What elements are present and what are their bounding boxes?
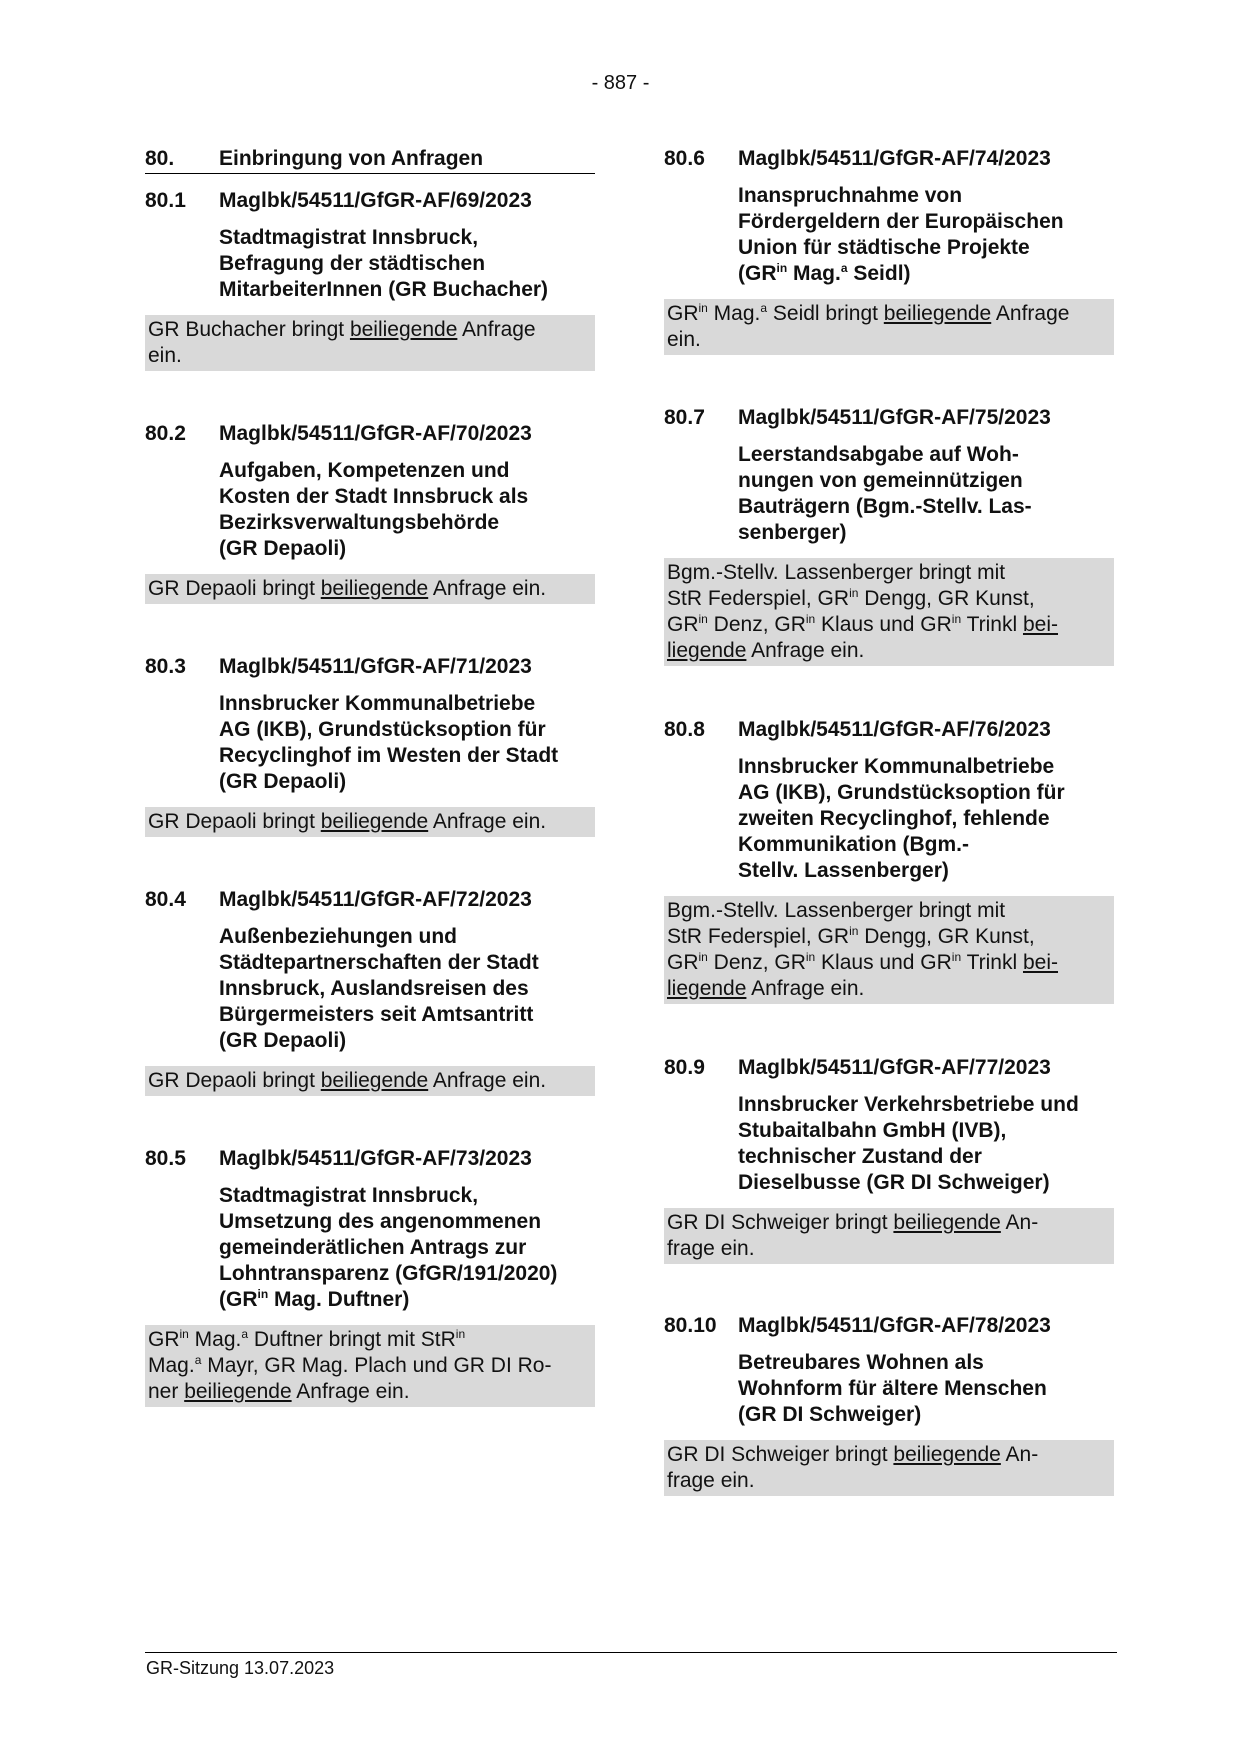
item-statement	[664, 299, 1114, 355]
agenda-item	[145, 887, 595, 1096]
attachment-link: bei-	[1022, 951, 1059, 974]
item-title	[219, 691, 595, 795]
superscript: in	[179, 1327, 189, 1341]
superscript: in	[849, 586, 859, 600]
item-number: 80.10	[664, 1314, 717, 1337]
item-statement-line: GR DI Schweiger bringt beiliegende An-	[667, 1443, 1039, 1466]
superscript: a	[760, 301, 768, 315]
item-statement	[145, 315, 595, 371]
item-header	[664, 405, 1114, 431]
item-title-line: Wohnform für ältere Menschen	[738, 1377, 1047, 1400]
item-title	[738, 183, 1114, 287]
item-statement	[145, 1325, 595, 1407]
attachment-link: beiliegende	[893, 1443, 1001, 1466]
item-title-line: Inanspruchnahme von	[738, 184, 963, 207]
item-header	[664, 717, 1114, 743]
item-title-line: Union für städtische Projekte	[738, 236, 1030, 259]
superscript: in	[849, 924, 859, 938]
item-title-line: Innsbrucker Kommunalbetriebe	[219, 692, 536, 715]
item-number: 80.4	[145, 888, 186, 911]
item-title-line: (GR Depaoli)	[219, 537, 347, 560]
footer-rule	[145, 1652, 1117, 1653]
superscript: in	[698, 950, 708, 964]
item-title-line: Städtepartnerschaften der Stadt	[219, 951, 539, 974]
agenda-item	[145, 421, 595, 604]
superscript: in	[805, 612, 816, 626]
item-title-line: nungen von gemeinnützigen	[738, 469, 1023, 492]
item-title-line: Kommunikation (Bgm.-	[738, 833, 969, 856]
item-title-line: Aufgaben, Kompetenzen und	[219, 459, 510, 482]
item-title-line: AG (IKB), Grundstücksoption für	[219, 718, 546, 741]
item-statement-line: StR Federspiel, $GR^{in}$ Dengg, GR Kunst,	[667, 924, 1035, 948]
attachment-link: beiliegende	[893, 1211, 1001, 1234]
attachment-link: beiliegende	[883, 302, 992, 325]
item-title-line: technischer Zustand der	[738, 1145, 982, 1168]
item-header	[664, 1313, 1114, 1339]
item-title-line: zweiten Recyclinghof, fehlende	[738, 807, 1050, 830]
item-title-line: MitarbeiterInnen (GR Buchacher)	[219, 278, 549, 301]
item-statement-line: GR Buchacher bringt beiliegende Anfrage	[148, 318, 536, 341]
item-title-line: Außenbeziehungen und	[219, 925, 457, 948]
item-reference: Maglbk/54511/GfGR-AF/75/2023	[738, 406, 1051, 429]
item-statement-line: ein.	[148, 344, 182, 367]
item-title-line: (GR DI Schweiger)	[738, 1403, 922, 1426]
agenda-item	[664, 717, 1114, 1004]
item-statement	[664, 896, 1114, 1004]
item-statement-line: ein.	[667, 328, 701, 351]
section-heading	[145, 146, 595, 174]
superscript: in	[776, 261, 788, 275]
item-header	[664, 1055, 1114, 1081]
item-reference: Maglbk/54511/GfGR-AF/77/2023	[738, 1056, 1051, 1079]
item-number: 80.1	[145, 189, 186, 212]
superscript: in	[455, 1327, 466, 1341]
superscript: a	[194, 1353, 202, 1367]
item-title-line: Lohntransparenz (GfGR/191/2020)	[219, 1262, 558, 1285]
item-title-line: (GR Depaoli)	[219, 1029, 347, 1052]
section-number: 80.	[145, 147, 175, 170]
item-header	[145, 1146, 595, 1172]
item-title-line: Recyclinghof im Westen der Stadt	[219, 744, 559, 767]
item-title-line: ($GR^{in}$ Mag. Duftner)	[219, 1287, 410, 1311]
item-title	[219, 924, 595, 1054]
item-title-line: Innsbruck, Auslandsreisen des	[219, 977, 529, 1000]
item-statement-line: Bgm.-Stellv. Lassenberger bringt mit	[667, 561, 1006, 584]
item-title-line: Umsetzung des angenommenen	[219, 1210, 542, 1233]
item-title-line: Fördergeldern der Europäischen	[738, 210, 1064, 233]
attachment-link: beiliegende	[320, 1069, 429, 1092]
item-title-line: (GR Depaoli)	[219, 770, 347, 793]
item-statement-line: Bgm.-Stellv. Lassenberger bringt mit	[667, 899, 1006, 922]
item-reference: Maglbk/54511/GfGR-AF/78/2023	[738, 1314, 1051, 1337]
superscript: in	[698, 612, 708, 626]
agenda-item	[145, 1146, 595, 1407]
attachment-link: liegende	[667, 977, 747, 1000]
item-statement-line: $GR^{in}$ Mag.$^a$ Seidl bringt beiliegende Anfrage	[667, 301, 1070, 325]
item-reference: Maglbk/54511/GfGR-AF/74/2023	[738, 147, 1051, 170]
item-statement-line: frage ein.	[667, 1469, 755, 1492]
item-title-line: Stadtmagistrat Innsbruck,	[219, 226, 479, 249]
item-statement	[145, 574, 595, 604]
item-number: 80.9	[664, 1056, 705, 1079]
item-number: 80.3	[145, 655, 186, 678]
item-number: 80.7	[664, 406, 705, 429]
item-title	[738, 442, 1114, 546]
agenda-item	[664, 1055, 1114, 1264]
item-statement-line: $GR^{in}$ Mag.$^a$ Duftner bringt mit StR$^{in}$	[148, 1327, 466, 1351]
superscript: a	[840, 261, 848, 275]
item-reference: Maglbk/54511/GfGR-AF/72/2023	[219, 888, 532, 911]
item-header	[664, 146, 1114, 172]
item-title-line: senberger)	[738, 521, 847, 544]
superscript: in	[805, 950, 816, 964]
attachment-link: liegende	[667, 639, 747, 662]
item-statement-line: $GR^{in}$ Denz, $GR^{in}$ Klaus und $GR^{in}$ Trinkl bei-	[667, 612, 1059, 636]
item-title	[738, 1350, 1114, 1428]
item-header	[145, 887, 595, 913]
item-statement	[145, 807, 595, 837]
item-statement-line: frage ein.	[667, 1237, 755, 1260]
item-statement-line: StR Federspiel, $GR^{in}$ Dengg, GR Kunst,	[667, 586, 1035, 610]
item-statement	[664, 558, 1114, 666]
item-statement-line: GR Depaoli bringt beiliegende Anfrage ein.	[148, 810, 547, 833]
item-title	[738, 1092, 1114, 1196]
item-statement-line: GR Depaoli bringt beiliegende Anfrage ein.	[148, 577, 547, 600]
item-statement	[664, 1440, 1114, 1496]
superscript: in	[698, 301, 708, 315]
item-title-line: Kosten der Stadt Innsbruck als	[219, 485, 529, 508]
item-header	[145, 421, 595, 447]
item-statement-line: GR DI Schweiger bringt beiliegende An-	[667, 1211, 1039, 1234]
item-title-line: gemeinderätlichen Antrags zur	[219, 1236, 527, 1259]
item-title-line: Dieselbusse (GR DI Schweiger)	[738, 1171, 1050, 1194]
section-title: Einbringung von Anfragen	[219, 147, 484, 170]
item-reference: Maglbk/54511/GfGR-AF/70/2023	[219, 422, 532, 445]
superscript: in	[257, 1287, 269, 1301]
item-title-line: Stubaitalbahn GmbH (IVB),	[738, 1119, 1007, 1142]
item-title-line: Stellv. Lassenberger)	[738, 859, 949, 882]
item-statement-line: $GR^{in}$ Denz, $GR^{in}$ Klaus und $GR^{in}$ Trinkl bei-	[667, 950, 1059, 974]
item-statement-line: Mag.$^a$ Mayr, GR Mag. Plach und GR DI Ro-	[148, 1353, 552, 1377]
item-number: 80.2	[145, 422, 186, 445]
attachment-link: beiliegende	[184, 1380, 292, 1403]
superscript: in	[951, 612, 962, 626]
item-number: 80.8	[664, 718, 705, 741]
item-number: 80.6	[664, 147, 705, 170]
attachment-link: beiliegende	[349, 318, 458, 341]
item-reference: Maglbk/54511/GfGR-AF/71/2023	[219, 655, 532, 678]
item-title-line: ($GR^{in}$ Mag.$^a$ Seidl)	[738, 261, 911, 285]
item-statement-line: liegende Anfrage ein.	[667, 639, 865, 662]
item-statement-line: GR Depaoli bringt beiliegende Anfrage ein.	[148, 1069, 547, 1092]
item-title-line: AG (IKB), Grundstücksoption für	[738, 781, 1065, 804]
item-title-line: Innsbrucker Kommunalbetriebe	[738, 755, 1055, 778]
attachment-link: beiliegende	[320, 577, 429, 600]
item-number: 80.5	[145, 1147, 186, 1170]
item-title-line: Bezirksverwaltungsbehörde	[219, 511, 500, 534]
agenda-item	[664, 405, 1114, 666]
item-header	[145, 188, 595, 214]
item-title-line: Stadtmagistrat Innsbruck,	[219, 1184, 479, 1207]
item-statement	[145, 1066, 595, 1096]
item-title-line: Befragung der städtischen	[219, 252, 486, 275]
item-statement-line: liegende Anfrage ein.	[667, 977, 865, 1000]
page-number: - 887 -	[591, 72, 650, 94]
item-reference: Maglbk/54511/GfGR-AF/69/2023	[219, 189, 532, 212]
item-header	[145, 654, 595, 680]
item-statement	[664, 1208, 1114, 1264]
item-title	[738, 754, 1114, 884]
agenda-item	[664, 1313, 1114, 1496]
item-reference: Maglbk/54511/GfGR-AF/73/2023	[219, 1147, 532, 1170]
attachment-link: beiliegende	[320, 810, 429, 833]
footer-text: GR-Sitzung 13.07.2023	[146, 1658, 335, 1678]
superscript: in	[951, 950, 962, 964]
item-title-line: Innsbrucker Verkehrsbetriebe und	[738, 1093, 1079, 1116]
item-title-line: Betreubares Wohnen als	[738, 1351, 984, 1374]
item-title	[219, 458, 595, 562]
item-title-line: Bürgermeisters seit Amtsantritt	[219, 1003, 534, 1026]
attachment-link: bei-	[1022, 613, 1059, 636]
agenda-item	[145, 188, 595, 371]
item-reference: Maglbk/54511/GfGR-AF/76/2023	[738, 718, 1051, 741]
item-title	[219, 225, 595, 303]
item-title-line: Leerstandsabgabe auf Woh-	[738, 443, 1019, 466]
item-title	[219, 1183, 595, 1313]
item-title-line: Bauträgern (Bgm.-Stellv. Las-	[738, 495, 1032, 518]
superscript: a	[241, 1327, 249, 1341]
item-statement-line: ner beiliegende Anfrage ein.	[148, 1380, 410, 1403]
agenda-item	[664, 146, 1114, 355]
agenda-item	[145, 654, 595, 837]
